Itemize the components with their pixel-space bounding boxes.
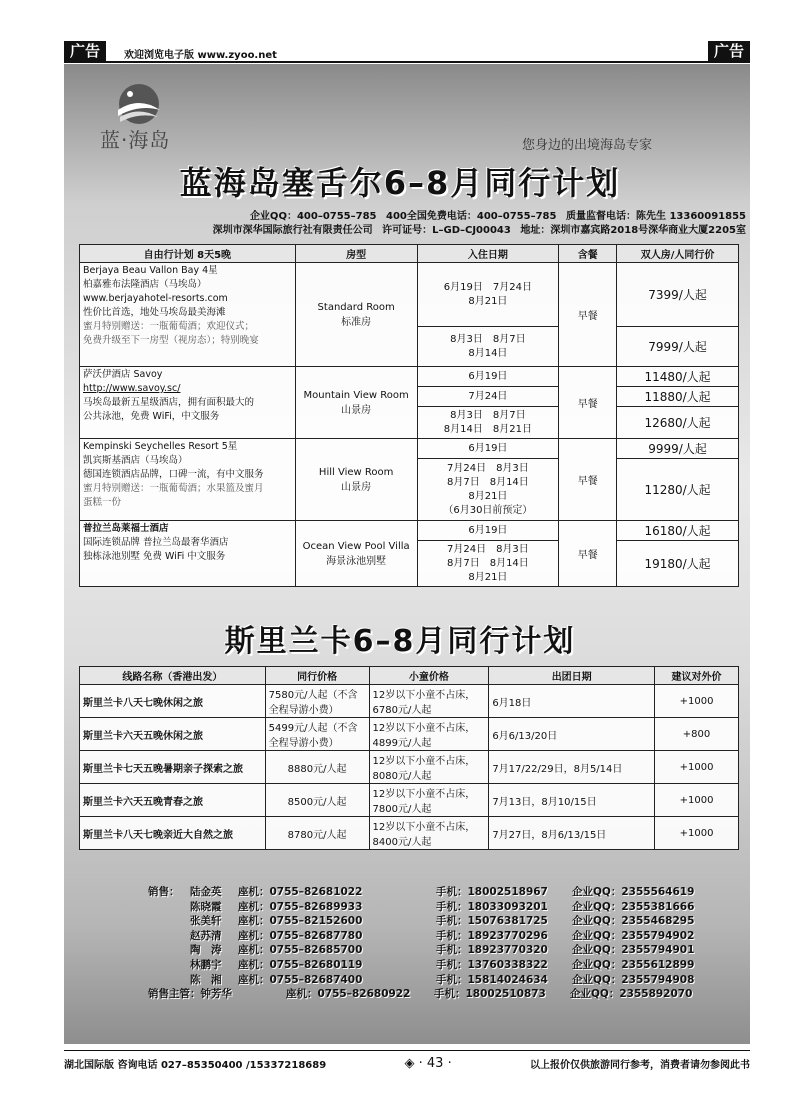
srilanka-table	[79, 666, 739, 850]
departure-dates: 6月6/13/20日	[489, 718, 655, 751]
page-footer	[64, 1050, 750, 1076]
sales-qq: 企业QQ：2355381666	[572, 900, 695, 913]
hotel-info	[80, 367, 296, 439]
peer-price: 8500元/人起	[265, 784, 369, 817]
sales-row	[148, 957, 694, 972]
date-line: 8月21日	[468, 490, 508, 502]
hotel-name-cn: 柏嘉雅布法隆酒店（马埃岛）	[83, 279, 207, 290]
divider	[64, 61, 750, 63]
child-price: 12岁以下小童不占床，4899元/人起	[369, 718, 489, 751]
hotel-name: 普拉兰岛莱福士酒店	[83, 523, 169, 534]
sales-name: 陈 湘	[190, 973, 222, 986]
company-qq: 企业QQ：400–0755–785	[249, 211, 377, 222]
quality-phone: 质量监督电话：陈先生 13360091855	[565, 211, 746, 222]
price: 7999/人起	[617, 327, 739, 367]
col-header: 入住日期	[417, 245, 559, 263]
date-line: 8月14日 8月21日	[443, 423, 532, 435]
room-type-cn: 山景房	[341, 481, 372, 493]
free-hotline: 400全国免费电话：400–0755–785	[386, 211, 557, 222]
sales-mobile: 手机：13760338322	[436, 958, 548, 971]
col-header: 线路名称（香港出发）	[80, 667, 266, 685]
price: 11280/人起	[617, 459, 739, 521]
sales-tel: 座机：0755–82689933	[238, 900, 363, 913]
table-row	[80, 439, 739, 459]
departure-dates: 7月13日，8月10/15日	[489, 784, 655, 817]
room-type-en: Ocean View Pool Villa	[302, 540, 410, 552]
ad-label-right: 广告	[708, 41, 750, 61]
hotel-desc: 蜜月特别赠送：一瓶葡萄酒；欢迎仪式；	[83, 321, 255, 332]
sales-row	[148, 942, 694, 957]
sales-contacts	[148, 884, 694, 1001]
sales-mobile: 手机：15076381725	[436, 915, 548, 928]
room-type	[295, 521, 417, 587]
route-name: 斯里兰卡八天七晚休闲之旅	[80, 685, 266, 718]
license-no: 许可证号：L–GD–CJ00043	[382, 225, 511, 236]
hotel-name-en: Kempinski Seychelles Resort 5星	[83, 441, 238, 452]
col-header: 双人房/人同行价	[617, 245, 739, 263]
checkin-date	[417, 327, 559, 367]
peer-price: 5499元/人起（不含全程导游小费）	[265, 718, 369, 751]
checkin-date: 7月24日	[417, 387, 559, 407]
page-title: 蓝海岛塞舌尔6–8月同行计划	[179, 164, 621, 202]
contact-line-2	[207, 221, 746, 236]
child-price: 12岁以下小童不占床，8400元/人起	[369, 817, 489, 850]
ad-label-left: 广告	[64, 41, 106, 61]
hotel-link[interactable]: www.berjayahotel-resorts.com	[83, 293, 228, 304]
date-line: 8月7日 8月14日	[446, 476, 529, 488]
seychelles-table	[79, 244, 739, 587]
sales-manager-row	[148, 986, 694, 1001]
page-number-value: 43	[426, 1056, 444, 1071]
meal: 早餐	[559, 521, 617, 587]
price: 16180/人起	[617, 521, 739, 541]
sales-row	[148, 913, 694, 928]
date-line: 8月3日 8月7日	[450, 333, 526, 345]
sales-name: 陶 涛	[190, 944, 222, 957]
hotel-desc: 蜜月特别赠送：一瓶葡萄酒；水果篮及蜜月	[83, 483, 264, 494]
route-name: 斯里兰卡七天五晚暑期亲子探索之旅	[80, 751, 266, 784]
room-type-cn: 山景房	[341, 404, 372, 416]
table-header-row	[80, 245, 739, 263]
sales-qq: 企业QQ：2355794901	[572, 944, 695, 957]
price: 7399/人起	[617, 263, 739, 327]
price: 12680/人起	[617, 407, 739, 439]
hotel-name-cn: 凯宾斯基酒店（马埃岛）	[83, 455, 188, 466]
hotel-desc: 性价比首选，地处马埃岛最美海滩	[83, 307, 226, 318]
col-header: 房型	[295, 245, 417, 263]
price: 19180/人起	[617, 541, 739, 587]
sales-qq: 企业QQ：2355892070	[570, 988, 693, 1001]
col-header: 同行价格	[265, 667, 369, 685]
child-price: 12岁以下小童不占床，6780元/人起	[369, 685, 489, 718]
table-row	[80, 263, 739, 327]
date-line: 7月24日 8月3日	[446, 462, 529, 474]
sales-row	[148, 899, 694, 914]
hotel-info	[80, 263, 296, 367]
sales-tel: 座机：0755–82685700	[238, 944, 363, 957]
checkin-date	[417, 459, 559, 521]
sales-qq: 企业QQ：2355794902	[572, 929, 695, 942]
hotel-desc: 独栋泳池别墅 免费 WiFi 中文服务	[83, 551, 226, 562]
sales-row	[148, 972, 694, 987]
suggested-price: +800	[655, 718, 739, 751]
sales-name: 陈晓霞	[190, 900, 222, 913]
peer-price: 7580元/人起（不含全程导游小费）	[265, 685, 369, 718]
hotel-name-en: Berjaya Beau Vallon Bay 4星	[83, 265, 218, 276]
contact-line-1	[244, 207, 746, 222]
table-row	[80, 718, 739, 751]
sales-mobile: 手机：18002510873	[434, 988, 546, 1001]
table-row	[80, 685, 739, 718]
hotel-desc: 公共泳池，免费 WiFi，中文服务	[83, 411, 220, 422]
slogan: 您身边的出境海岛专家	[522, 138, 653, 153]
table-row	[80, 751, 739, 784]
sales-name: 林鹏宇	[190, 958, 222, 971]
sales-name: 赵苏清	[190, 929, 222, 942]
route-name: 斯里兰卡八天七晚亲近大自然之旅	[80, 817, 266, 850]
hotel-desc: 蛋糕一份	[83, 497, 122, 508]
hotel-desc: 德国连锁酒店品牌，口碑一流，有中文服务	[83, 469, 264, 480]
hotel-link[interactable]: http://www.savoy.sc/	[83, 383, 181, 394]
room-type	[295, 263, 417, 367]
date-line: 7月24日 8月3日	[446, 543, 529, 555]
sales-qq: 企业QQ：2355468295	[572, 915, 695, 928]
room-type	[295, 439, 417, 521]
date-line: 8月21日	[468, 295, 508, 307]
srilanka-title: 斯里兰卡6–8月同行计划	[224, 624, 576, 659]
date-line: 6月19日 7月24日	[443, 281, 532, 293]
site-url[interactable]: 欢迎浏览电子版 www.zyoo.net	[124, 50, 277, 61]
checkin-date: 6月19日	[417, 367, 559, 387]
route-name: 斯里兰卡六天五晚青春之旅	[80, 784, 266, 817]
sales-qq: 企业QQ：2355794908	[572, 973, 695, 986]
suggested-price: +1000	[655, 685, 739, 718]
checkin-date	[417, 541, 559, 587]
footer-disclaimer: 以上报价仅供旅游同行参考，消费者请勿参阅此书	[530, 1060, 750, 1071]
sales-tel: 座机：0755–82681022	[238, 886, 363, 898]
suggested-price: +1000	[655, 784, 739, 817]
meal: 早餐	[559, 367, 617, 439]
brand-name: 蓝·海岛	[100, 128, 171, 152]
sales-mobile: 手机：18002518967	[436, 886, 548, 898]
hotel-desc: 免费升级至下一房型（视房态）；特别晚宴	[83, 335, 259, 346]
sales-tel: 座机：0755–82680922	[286, 988, 411, 1001]
peer-price: 8880元/人起	[265, 751, 369, 784]
price: 9999/人起	[617, 439, 739, 459]
sales-mobile: 手机：18923770296	[436, 929, 548, 942]
sales-row	[148, 884, 694, 899]
sales-row	[148, 928, 694, 943]
table-row	[80, 367, 739, 387]
route-name: 斯里兰卡六天五晚休闲之旅	[80, 718, 266, 751]
hotel-info	[80, 521, 296, 587]
checkin-date	[417, 263, 559, 327]
page-number: ◈ · 43 ·	[404, 1056, 452, 1071]
departure-dates: 7月17/22/29日，8月5/14日	[489, 751, 655, 784]
footer-contact: 湖北国际版 咨询电话 027–85350400 /15337218689	[64, 1060, 327, 1071]
departure-dates: 7月27日，8月6/13/15日	[489, 817, 655, 850]
meal: 早餐	[559, 263, 617, 367]
sales-name: 陆金英	[190, 886, 222, 898]
sales-mobile: 手机：18033093201	[436, 900, 548, 913]
room-type-en: Standard Room	[317, 301, 395, 313]
sales-qq: 企业QQ：2355612899	[572, 958, 695, 971]
company-address: 地址：深圳市嘉宾路2018号深华商业大厦2205室	[520, 225, 746, 236]
room-type-cn: 标准房	[341, 316, 372, 328]
hotel-desc: 马埃岛最新五星级酒店，拥有面积最大的	[83, 397, 255, 408]
sales-tel: 座机：0755–82680119	[238, 958, 363, 971]
sales-tel: 座机：0755–82687780	[238, 929, 363, 942]
price: 11480/人起	[617, 367, 739, 387]
sales-qq: 企业QQ：2355564619	[572, 886, 695, 898]
table-row	[80, 521, 739, 541]
date-line: （6月30日前预定）	[443, 504, 533, 516]
table-header-row	[80, 667, 739, 685]
meal: 早餐	[559, 439, 617, 521]
room-type-en: Hill View Room	[318, 466, 394, 478]
date-line: 8月21日	[468, 571, 508, 583]
col-header: 出团日期	[489, 667, 655, 685]
departure-dates: 6月18日	[489, 685, 655, 718]
sales-mobile: 手机：18923770320	[436, 944, 548, 957]
child-price: 12岁以下小童不占床，8080元/人起	[369, 751, 489, 784]
peer-price: 8780元/人起	[265, 817, 369, 850]
suggested-price: +1000	[655, 817, 739, 850]
room-type-cn: 海景泳池别墅	[326, 555, 387, 567]
room-type-en: Mountain View Room	[303, 389, 409, 401]
sales-manager: 销售主管：钟芳华	[148, 988, 232, 1001]
checkin-date: 6月19日	[417, 521, 559, 541]
table-row	[80, 784, 739, 817]
sales-tel: 座机：0755–82687400	[238, 973, 363, 986]
table-row	[80, 817, 739, 850]
sales-name: 张美轩	[190, 915, 222, 928]
hotel-name: 萨沃伊酒店 Savoy	[83, 369, 163, 380]
sales-label: 销售：	[148, 886, 180, 898]
col-header: 含餐	[559, 245, 617, 263]
date-line: 8月7日 8月14日	[446, 557, 529, 569]
suggested-price: +1000	[655, 751, 739, 784]
hotel-desc: 国际连锁品牌 普拉兰岛最奢华酒店	[83, 537, 229, 548]
checkin-date	[417, 407, 559, 439]
date-line: 8月3日 8月7日	[450, 409, 526, 421]
checkin-date: 6月19日	[417, 439, 559, 459]
company-name: 深圳市深华国际旅行社有限责任公司	[212, 225, 373, 236]
col-header: 建议对外价	[655, 667, 739, 685]
col-header: 小童价格	[369, 667, 489, 685]
sales-mobile: 手机：15814024634	[436, 973, 548, 986]
child-price: 12岁以下小童不占床，7800元/人起	[369, 784, 489, 817]
price: 11880/人起	[617, 387, 739, 407]
date-line: 8月14日	[468, 347, 508, 359]
hotel-info	[80, 439, 296, 521]
col-header: 自由行计划 8天5晚	[80, 245, 296, 263]
sales-tel: 座机：0755–82152600	[238, 915, 363, 928]
room-type	[295, 367, 417, 439]
